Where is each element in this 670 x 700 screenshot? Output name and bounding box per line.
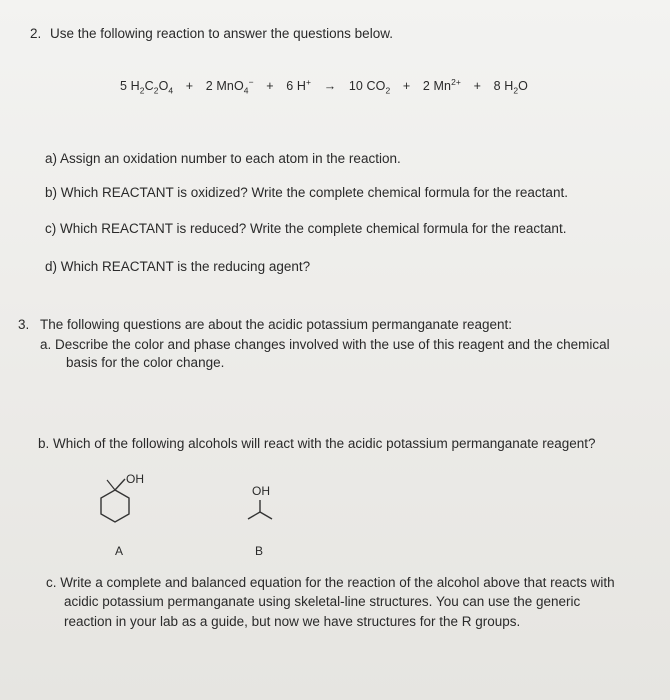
- cyclohexane-ring: [101, 490, 129, 522]
- q2-part-a: a) Assign an oxidation number to each atom in the reaction.: [45, 151, 401, 166]
- molecule-a-label: A: [115, 544, 124, 558]
- molecule-a-oh: OH: [126, 472, 144, 486]
- q2-part-c: c) Which REACTANT is reduced? Write the complete chemical formula for the reactant.: [45, 221, 567, 236]
- q3-number: 3.: [18, 317, 30, 332]
- eq-manganese-ion: 2 $Mn^{2+}$: [422, 77, 462, 94]
- eq-plus: +: [266, 79, 274, 94]
- q3-part-b: b. Which of the following alcohols will react with the acidic potassium permanganate reagent?: [38, 436, 596, 451]
- q2-equation: [120, 77, 537, 96]
- ring-tick: [107, 480, 115, 490]
- c-o-bond: [115, 479, 125, 490]
- q3-part-c-line1: c. Write a complete and balanced equation for the reaction of the alcohol above that reacts with: [46, 575, 615, 590]
- molecule-b-oh: OH: [252, 484, 270, 498]
- eq-hydrogen-ion: 6 H+: [286, 77, 312, 94]
- methyl-bond-right: [260, 512, 272, 519]
- methyl-bond-left: [248, 512, 260, 519]
- eq-plus: +: [402, 79, 411, 94]
- eq-water: 8 $H_2O$: [493, 79, 528, 96]
- q2-part-d: d) Which REACTANT is the reducing agent?: [45, 259, 311, 274]
- q3-part-c-line3: reaction in your lab as a guide, but now we have structures for the R groups.: [64, 614, 521, 629]
- molecule-b-label: B: [255, 544, 264, 558]
- q3-part-a-line2: basis for the color change.: [66, 355, 225, 370]
- eq-oxalic-acid: 5 $H_2C_2O_4$: [120, 79, 174, 96]
- eq-plus: +: [185, 79, 194, 94]
- q3-prompt: The following questions are about the acidic potassium permanganate reagent:: [40, 317, 513, 332]
- q2-part-b: b) Which REACTANT is oxidized? Write the complete chemical formula for the reactant.: [45, 185, 568, 200]
- q2-number: 2.: [30, 26, 42, 41]
- eq-carbon-dioxide: 10 $CO_2$: [348, 79, 391, 96]
- eq-permanganate: 2 MnO$_4$−: [205, 77, 254, 96]
- isopropanol-structure: [240, 498, 280, 528]
- eq-plus: +: [473, 79, 481, 94]
- eq-arrow: →: [323, 79, 337, 94]
- q3-part-c-line2: acidic potassium permanganate using skeletal-line structures. You can use the generic: [64, 594, 581, 609]
- q3-part-a-line1: a. Describe the color and phase changes involved with the use of this reagent and the chemical: [40, 337, 610, 352]
- q2-prompt: Use the following reaction to answer the questions below.: [50, 26, 393, 41]
